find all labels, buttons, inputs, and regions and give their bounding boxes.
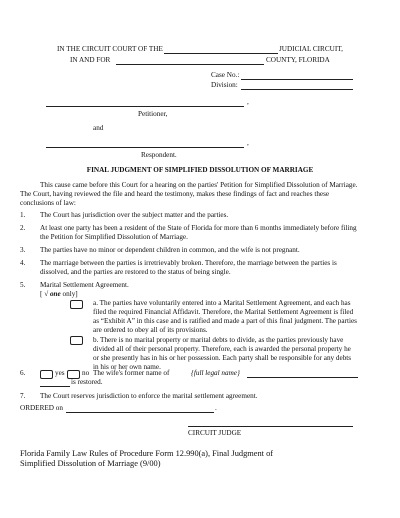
option-b-checkbox[interactable] (70, 336, 83, 345)
finding-4-text: The marriage between the parties is irretrievably broken. Therefore, the marriage between the parties is dissolved, and the parties are restored to the status of being single. (40, 259, 337, 276)
item-7-text: The Court reserves jurisdiction to enforce the marital settlement agreement. (40, 392, 258, 400)
full-legal-name-placeholder: {full legal name} (191, 369, 240, 377)
division-field[interactable] (241, 89, 353, 90)
former-name-field[interactable] (247, 377, 358, 378)
ordered-on-label: ORDERED on (20, 404, 63, 412)
and-label: and (93, 124, 104, 132)
circuit-field[interactable] (164, 53, 278, 54)
finding-3-number: 3. (20, 246, 26, 254)
petitioner-label: Petitioner, (138, 110, 168, 118)
county-label: COUNTY, FLORIDA (266, 56, 330, 64)
document-title: FINAL JUDGMENT OF SIMPLIFIED DISSOLUTION OF MARRIAGE (86, 166, 314, 174)
finding-4-number: 4. (20, 259, 26, 267)
finding-3-text: The parties have no minor or dependent children in common, and the wife is not pregnant. (40, 246, 300, 254)
respondent-name-field[interactable] (46, 147, 244, 148)
is-restored-text: is restored. (71, 378, 103, 386)
circuit-judge-label: CIRCUIT JUDGE (188, 429, 242, 437)
county-field[interactable] (116, 64, 264, 65)
former-name-text: The wife's former name of (93, 369, 170, 377)
option-b-text: b. There is no marital property or marital debts to divide, as the parties previously have divided all of their personal property. Therefore, each is awarded the personal property he or she presently has in his or her possession. Each party shall be responsible for any debts in his or her own name. (93, 336, 352, 371)
finding-2-text: At least one party has been a resident of the State of Florida for more than 6 months immediately before filing the Petition for Simplified Dissolution of Marriage. (40, 224, 357, 241)
case-no-field[interactable] (241, 79, 353, 80)
order-date-field[interactable] (66, 412, 214, 413)
court-line-1: IN THE CIRCUIT COURT OF THE (57, 45, 163, 53)
footer-line-1: Florida Family Law Rules of Procedure Form 12.990(a), Final Judgment of (20, 449, 274, 458)
footer-line-2: Simplified Dissolution of Marriage (9/00) (20, 459, 161, 468)
intro-paragraph: This cause came before this Court for a hearing on the parties' Petition for Simplified Dissolution of Marriage. The Court, having reviewed the file and heard the testimony, makes these findings of fact and reaches these conclusions of law: (20, 181, 358, 207)
judge-signature-line[interactable] (188, 426, 353, 427)
court-line-2: IN AND FOR (70, 56, 111, 64)
petitioner-name-field[interactable] (46, 106, 244, 107)
former-name-field-cont[interactable] (40, 386, 70, 387)
finding-1-text: The Court has jurisdiction over the subject matter and the parties. (40, 211, 229, 219)
petitioner-comma: , (247, 98, 249, 106)
item-6-number: 6. (20, 369, 26, 377)
option-a-text: a. The parties have voluntarily entered into a Marital Settlement Agreement, and each has filed the required Financial Affidavit. Therefore, the Marital Settlement Agreement is filed as “Exhibit A” in this case and is ratified and made a part of this final judgment. The parties are ordered to obey all of its provisions. (93, 299, 357, 334)
division-label: Division: (211, 81, 238, 89)
respondent-comma: , (247, 139, 249, 147)
option-a-checkbox[interactable] (70, 300, 83, 309)
judicial-circuit-label: JUDICIAL CIRCUIT, (279, 45, 343, 53)
ordered-period: . (215, 404, 217, 412)
no-label: no (82, 369, 90, 377)
finding-1-number: 1. (20, 211, 26, 219)
checkmark-icon: √ (44, 290, 49, 298)
item-7-number: 7. (20, 392, 26, 400)
finding-2-number: 2. (20, 224, 26, 232)
yes-checkbox[interactable] (40, 370, 53, 379)
case-no-label: Case No.: (211, 71, 240, 79)
item-5-number: 5. (20, 281, 26, 289)
yes-label: yes (55, 369, 65, 377)
marital-settlement-label: Marital Settlement Agreement. (40, 281, 129, 289)
respondent-label: Respondent. (141, 151, 177, 159)
instruction-choose-one: [ √ one only] (40, 290, 78, 298)
